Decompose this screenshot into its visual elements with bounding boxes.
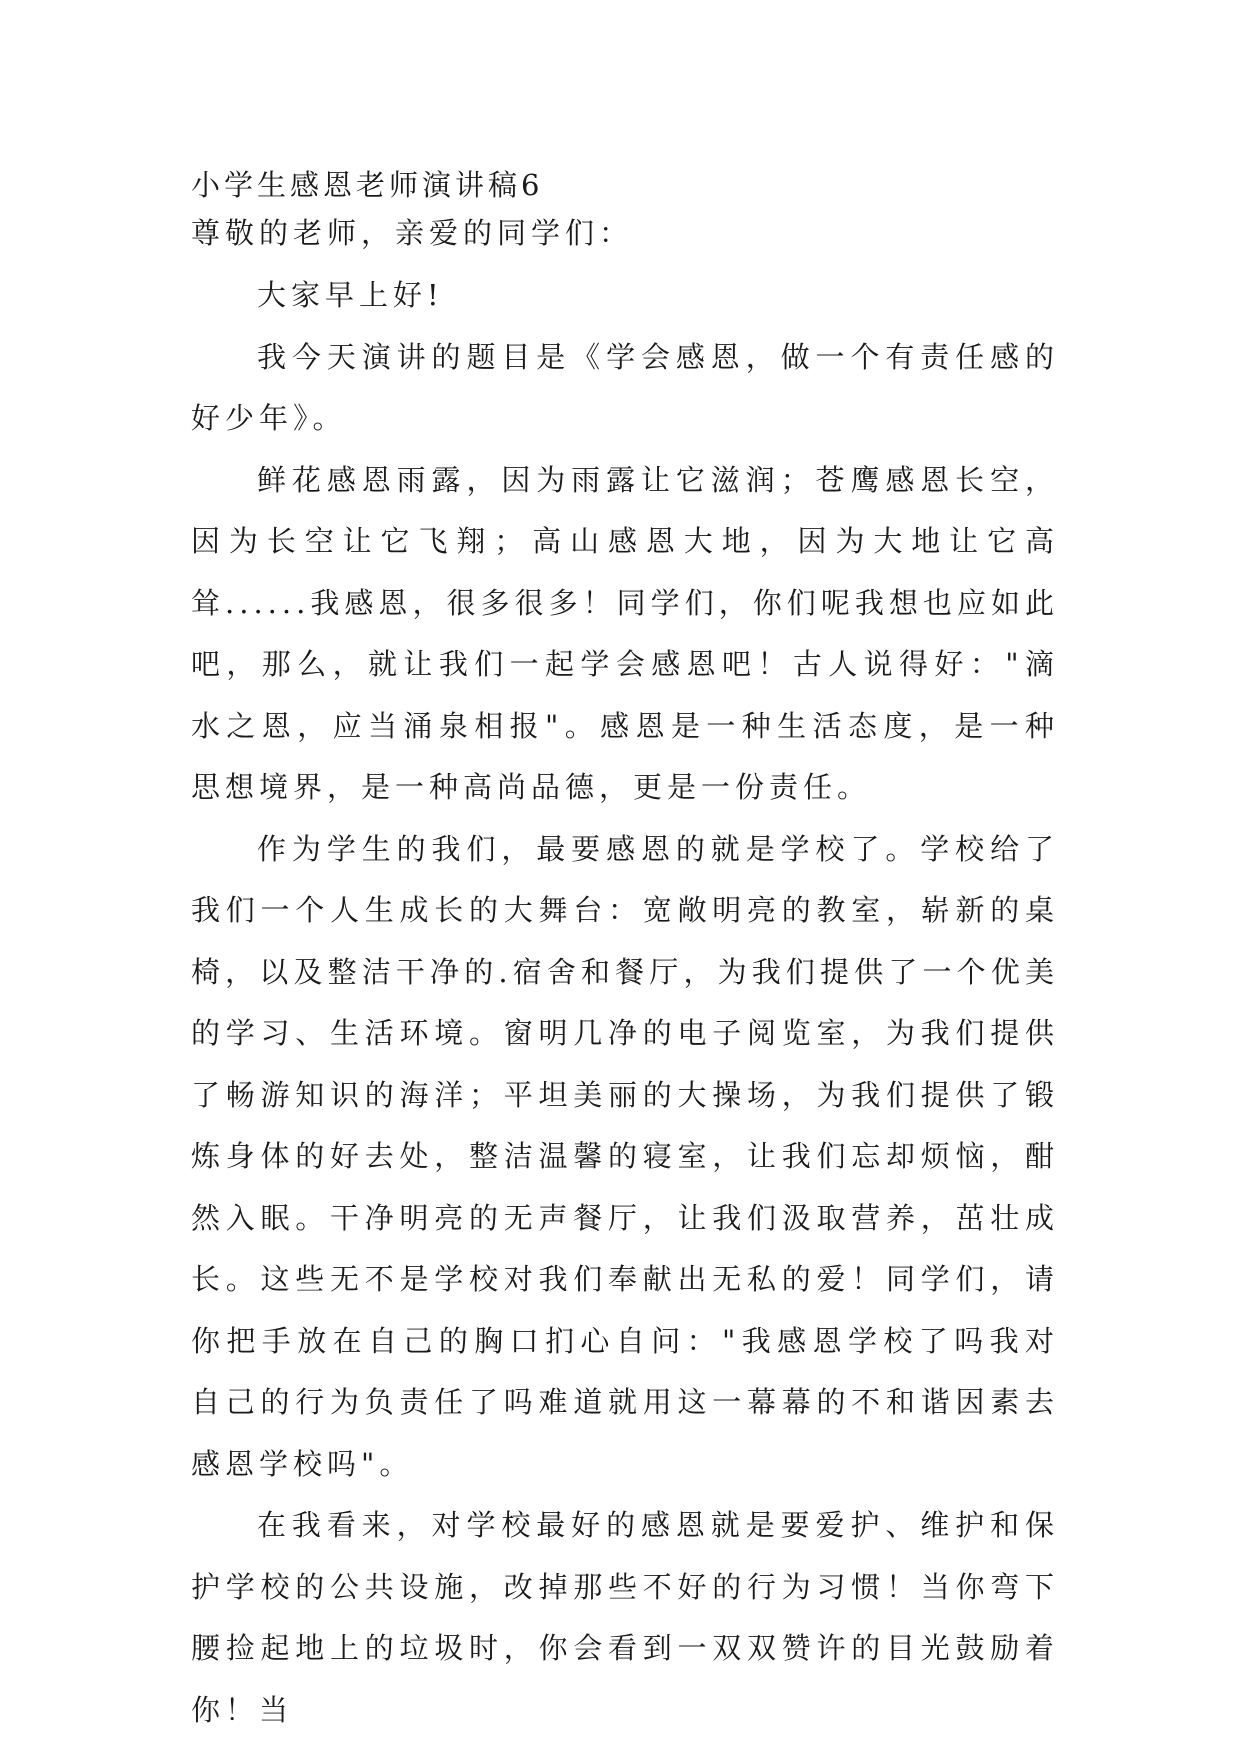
paragraph-gratitude: 鲜花感恩雨露，因为雨露让它滋润；苍鹰感恩长空，因为长空让它飞翔；高山感恩大地，因为大地让它高耸......我感恩，很多很多！同学们，你们呢我想也应如此吧，那么，就让我们一起学会感恩吧！古人说得好："滴水之恩，应当涌泉相报"。感恩是一种生活态度，是一种思想境界，是一种高尚品德，更是一份责任。: [191, 462, 1059, 804]
greeting: 尊敬的老师，亲爱的同学们：: [191, 216, 634, 250]
paragraph-opening: 大家早上好!: [257, 278, 444, 312]
paragraph-topic: 我今天演讲的题目是《学会感恩，做一个有责任感的好少年》。: [191, 339, 1059, 435]
paragraph-school: 作为学生的我们，最要感恩的就是学校了。学校给了我们一个人生成长的大舞台：宽敞明亮的教室，崭新的桌椅，以及整洁干净的.宿舍和餐厅，为我们提供了一个优美的学习、生活环境。窗明几净的电子阅览室，为我们提供了畅游知识的海洋；平坦美丽的大操场，为我们提供了锻炼身体的好去处，整洁温馨的寝室，让我们忘却烦恼，酣然入眠。干净明亮的无声餐厅，让我们汲取营养，茁壮成长。这些无不是学校对我们奉献出无私的爱！同学们，请你把手放在自己的胸口扪心自问："我感恩学校了吗我对自己的行为负责任了吗难道就用这一幕幕的不和谐因素去感恩学校吗"。: [191, 831, 1059, 1481]
document-title: 小学生感恩老师演讲稿6: [191, 168, 544, 202]
document-page: [191, 165, 1059, 1741]
paragraph-conclusion: 在我看来，对学校最好的感恩就是要爱护、维护和保护学校的公共设施，改掉那些不好的行为习惯！当你弯下腰捡起地上的垃圾时，你会看到一双双赞许的目光鼓励着你！当: [191, 1508, 1059, 1727]
